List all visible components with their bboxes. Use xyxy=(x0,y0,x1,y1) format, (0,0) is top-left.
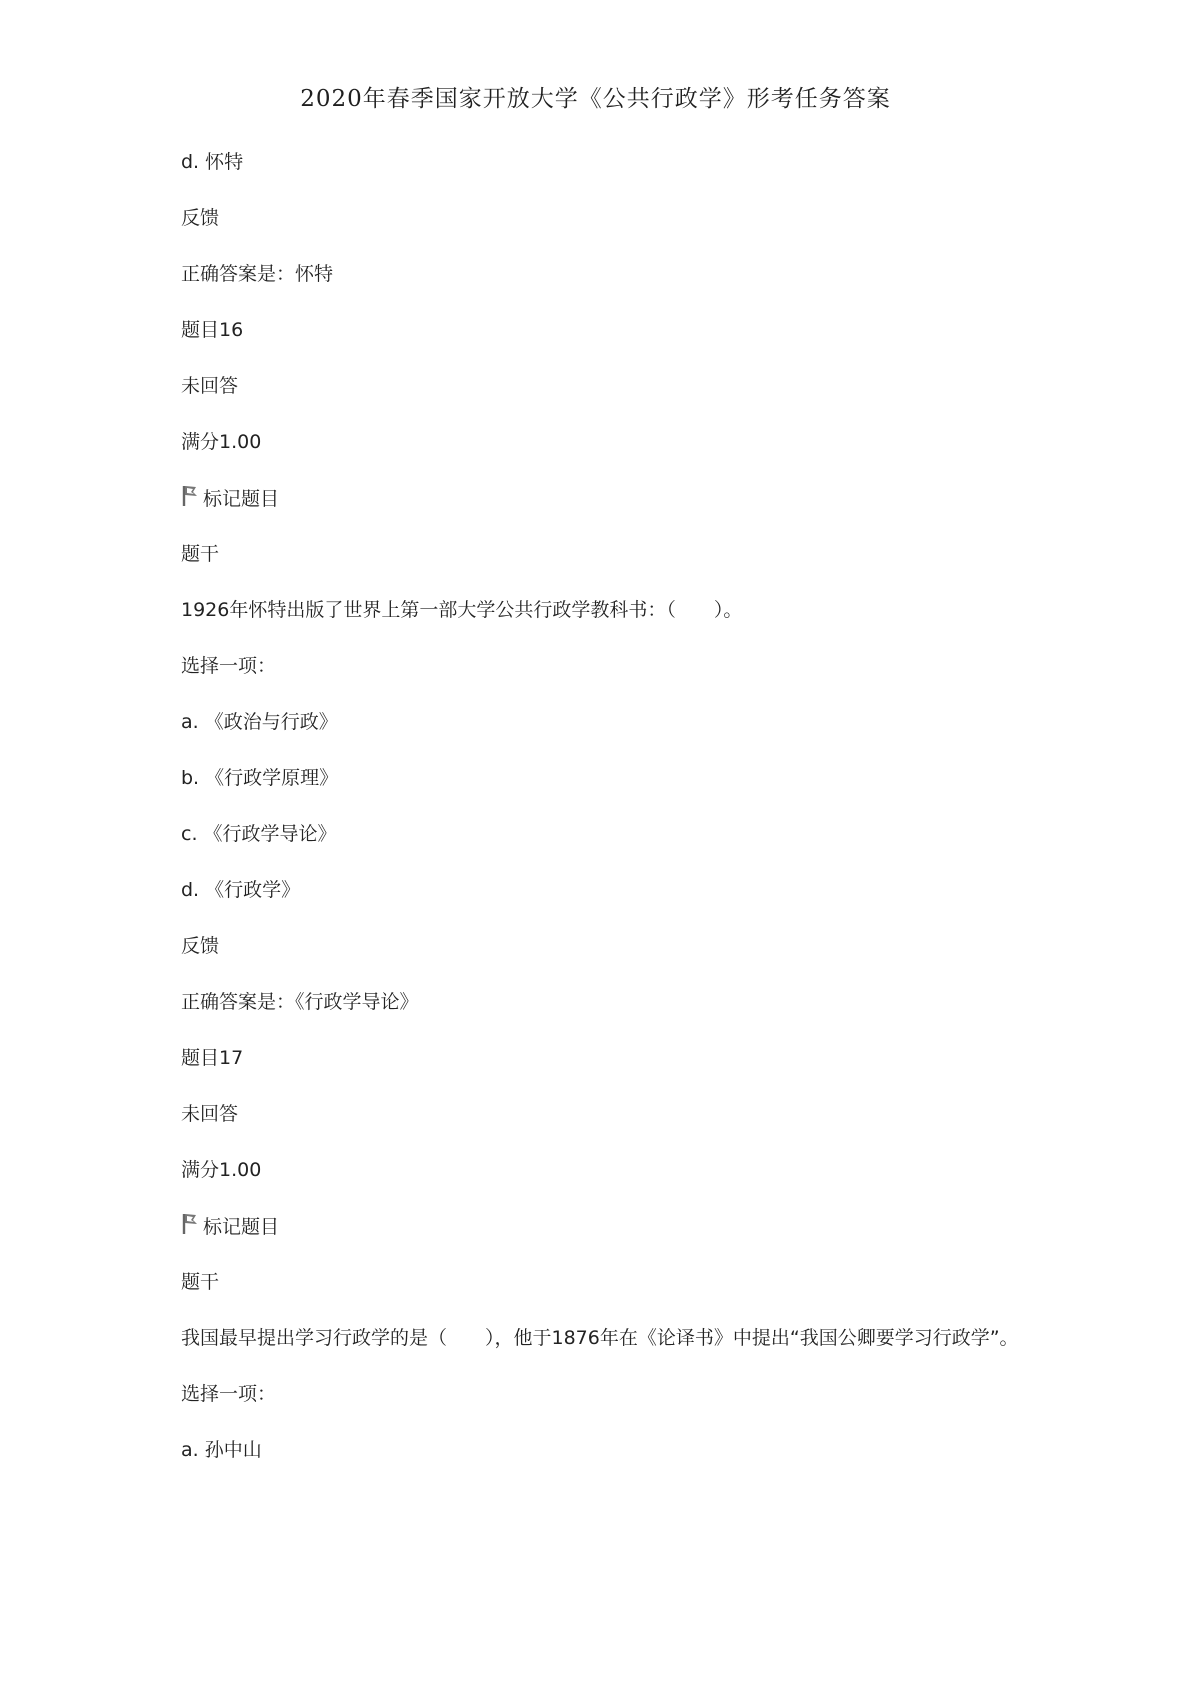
answer-status: 未回答 xyxy=(181,375,239,397)
option-a: a. 孙中山 xyxy=(181,1439,262,1461)
question-number: 题目17 xyxy=(181,1047,244,1069)
answer-status: 未回答 xyxy=(181,1103,239,1125)
select-one-label: 选择一项： xyxy=(181,1383,277,1405)
document-body xyxy=(181,148,1031,1492)
flag-question-label: 标记题目 xyxy=(203,488,280,510)
feedback-heading: 反馈 xyxy=(181,935,220,957)
correct-answer: 正确答案是：《行政学导论》 xyxy=(181,991,419,1013)
option-d: d. 《行政学》 xyxy=(181,879,301,901)
flag-question-label: 标记题目 xyxy=(203,1216,280,1238)
question-number: 题目16 xyxy=(181,319,244,341)
option-a: a. 《政治与行政》 xyxy=(181,711,338,733)
question-stem-text: 1926年怀特出版了世界上第一部大学公共行政学教科书：（ ）。 xyxy=(181,599,743,621)
option-b: b. 《行政学原理》 xyxy=(181,767,339,789)
flag-question[interactable] xyxy=(181,484,1031,512)
question-stem-heading: 题干 xyxy=(181,1271,220,1293)
page-title: 2020年春季国家开放大学《公共行政学》形考任务答案 xyxy=(300,86,891,112)
question-stem-heading: 题干 xyxy=(181,543,220,565)
question-stem-text: 我国最早提出学习行政学的是（ ），他于1876年在《论译书》中提出“我国公卿要学习行政学”。 xyxy=(181,1327,1019,1349)
select-one-label: 选择一项： xyxy=(181,655,277,677)
option-c: c. 《行政学导论》 xyxy=(181,823,337,845)
flag-icon xyxy=(181,1212,201,1236)
option-d: d. 怀特 xyxy=(181,151,244,173)
flag-icon xyxy=(181,484,201,508)
full-score: 满分1.00 xyxy=(181,1159,262,1181)
feedback-heading: 反馈 xyxy=(181,207,220,229)
full-score: 满分1.00 xyxy=(181,431,262,453)
correct-answer: 正确答案是：怀特 xyxy=(181,263,334,285)
flag-question[interactable] xyxy=(181,1212,1031,1240)
